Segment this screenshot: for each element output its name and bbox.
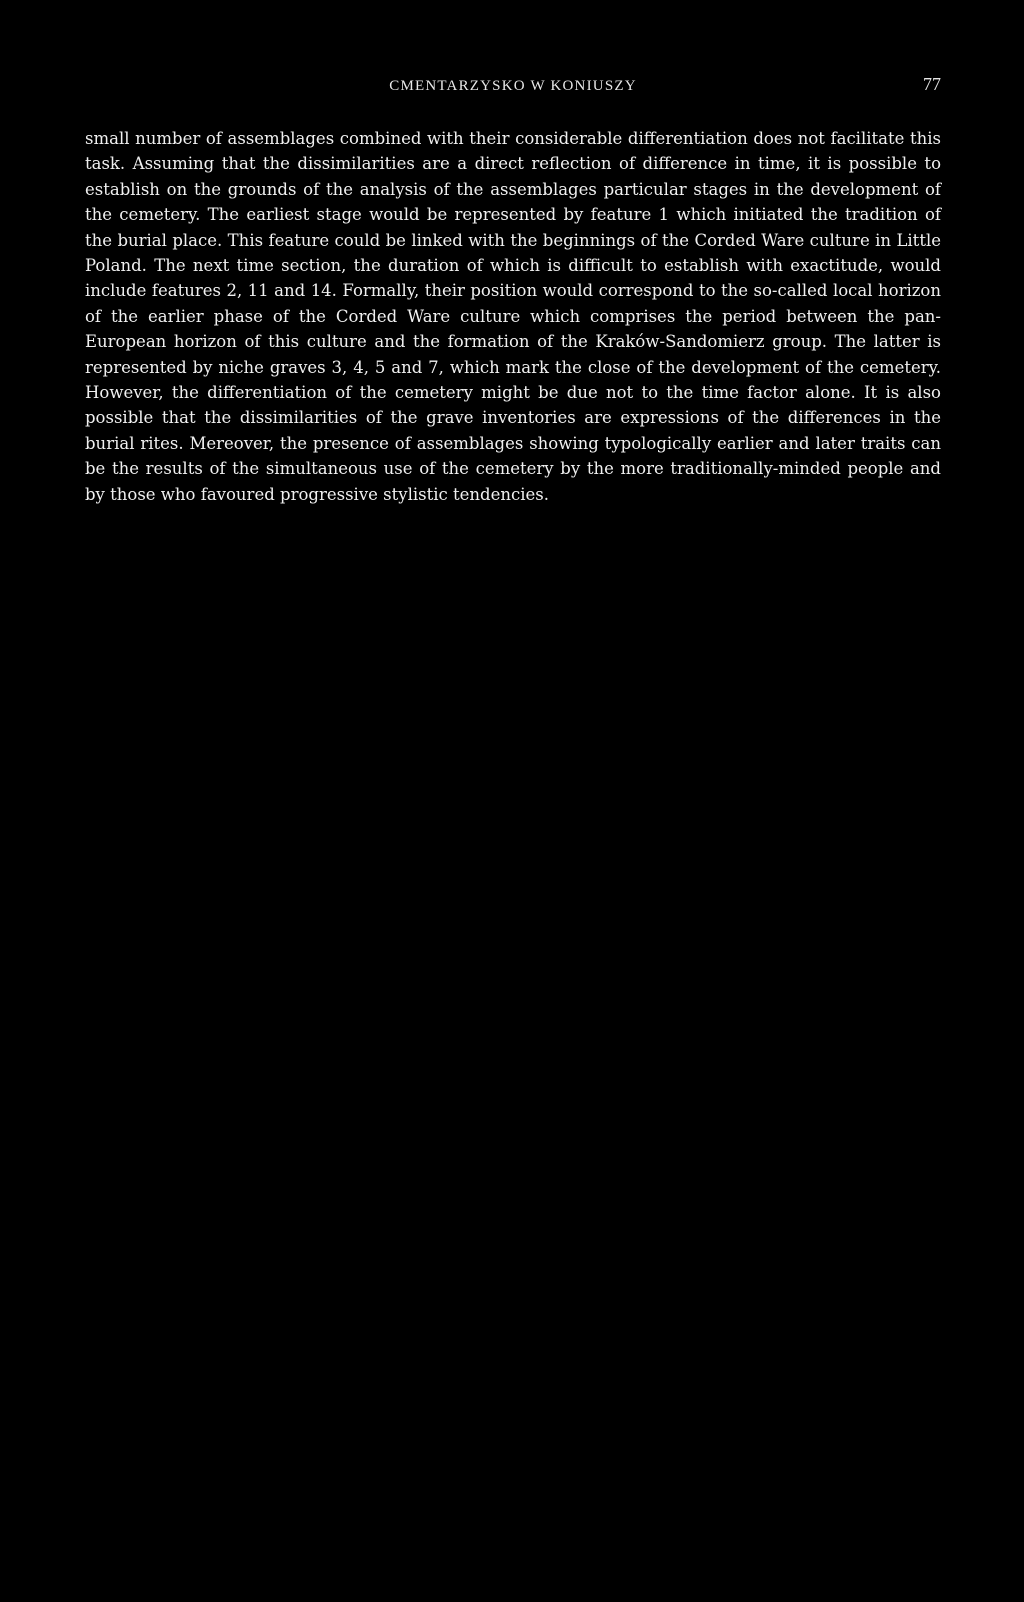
- running-title: CMENTARZYSKO W KONIUSZY: [389, 78, 637, 94]
- body-paragraph: small number of assemblages combined with their considerable differentiation does not facilitate this task. Assuming that the dissimilarities are a direct reflection of difference in time, it is possible to establish on the grounds of the analysis of the assemblages particular stages in the development of the cemetery. The earliest stage would be represented by feature 1 which initiated the tradition of the burial place. This feature could be linked with the beginnings of the Corded Ware culture in Little Poland. The next time section, the duration of which is difficult to establish with exactitude, would include features 2, 11 and 14. Formally, their position would correspond to the so-called local horizon of the earlier phase of the Corded Ware culture which comprises the period between the pan-European horizon of this culture and the formation of the Kraków-Sandomierz group. The latter is represented by niche graves 3, 4, 5 and 7, which mark the close of the development of the cemetery. However, the differentiation of the cemetery might be due not to the time factor alone. It is also possible that the dissimilarities of the grave inventories are expressions of the differences in the burial rites. Mereover, the presence of assemblages showing typologically earlier and later traits can be the results of the simultaneous use of the cemetery by the more traditionally-minded people and by those who favoured progressive stylistic tendencies.: [85, 129, 941, 504]
- page-number: 77: [923, 74, 941, 94]
- running-head: [85, 76, 941, 102]
